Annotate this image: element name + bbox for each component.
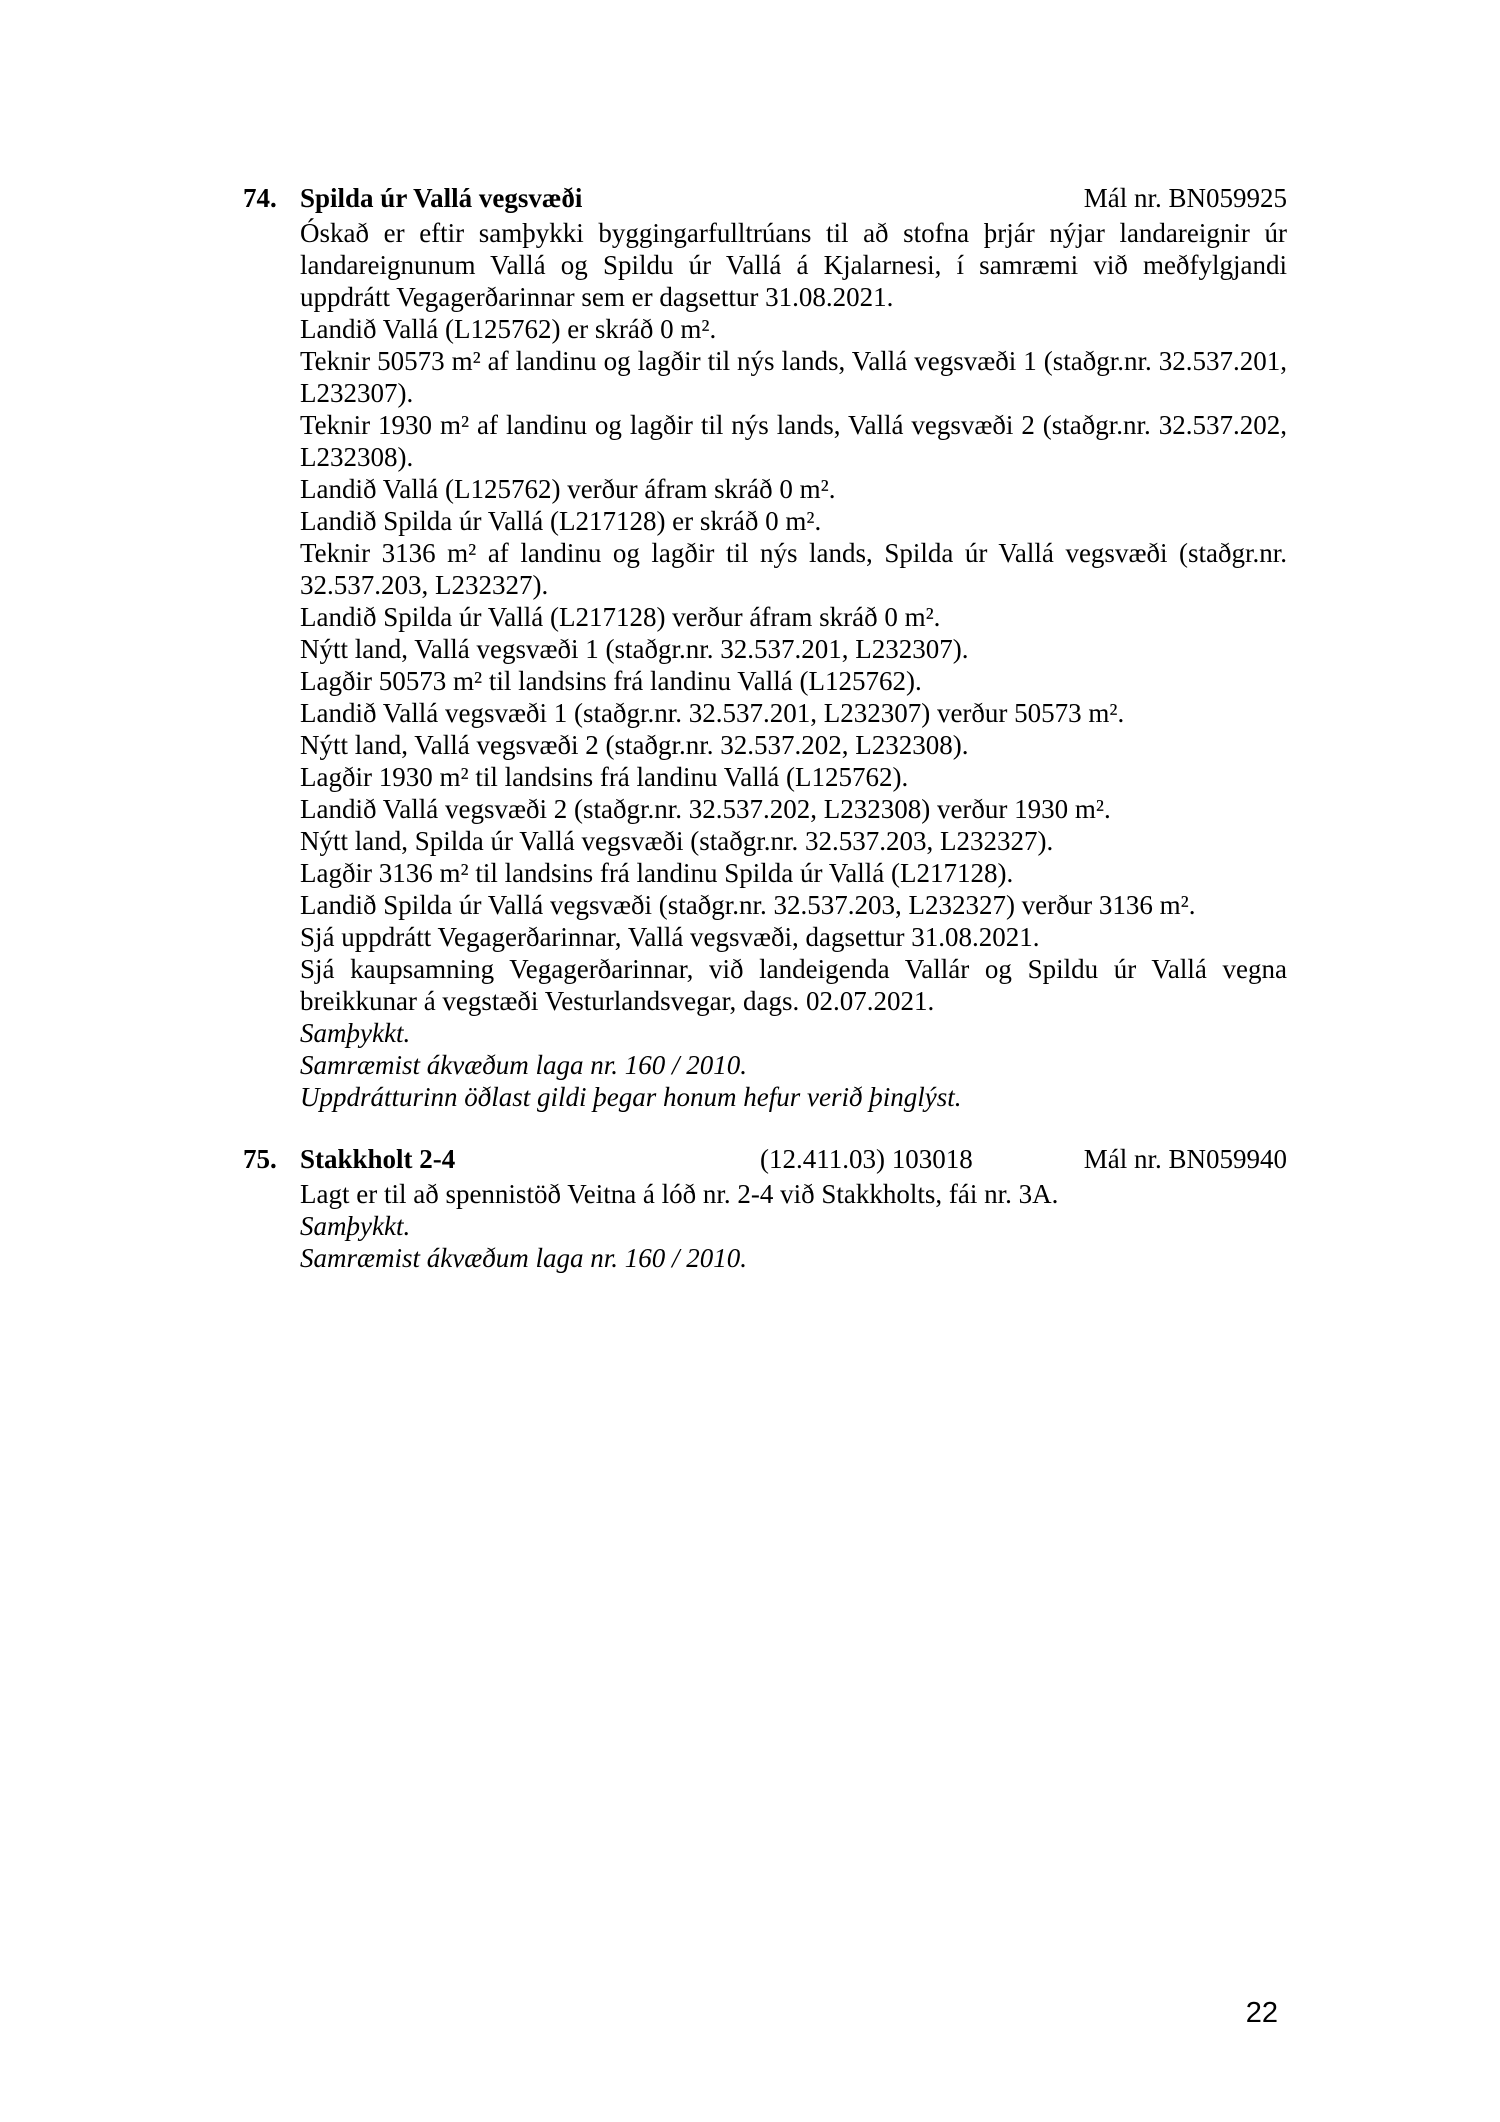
item-content	[300, 1143, 1287, 1274]
page-number: 22	[1245, 1997, 1278, 2029]
body-paragraph: Teknir 50573 m² af landinu og lagðir til nýs lands, Vallá vegsvæði 1 (staðgr.nr. 32.537.201, L232307).	[300, 346, 1287, 408]
body-paragraph: Landið Vallá vegsvæði 2 (staðgr.nr. 32.537.202, L232308) verður 1930 m².	[300, 794, 1111, 824]
verdict-line: Samræmist ákvæðum laga nr. 160 / 2010.	[300, 1050, 748, 1080]
body-paragraph: Landið Spilda úr Vallá (L217128) er skráð 0 m².	[300, 506, 822, 536]
item-body	[300, 217, 1287, 1017]
body-paragraph: Landið Vallá (L125762) er skráð 0 m².	[300, 314, 717, 344]
body-paragraph: Óskað er eftir samþykki byggingarfulltrúans til að stofna þrjár nýjar landareignir úr landareignunum Vallá og Spildu úr Vallá á Kjalarnesi, í samræmi við meðfylgjandi uppdrátt Vegagerðarinnar sem er dagsettur 31.08.2021.	[300, 218, 1287, 312]
agenda-item-74	[243, 182, 1287, 1113]
body-paragraph: Landið Vallá vegsvæði 1 (staðgr.nr. 32.537.201, L232307) verður 50573 m².	[300, 698, 1125, 728]
verdict-line: Samþykkt.	[300, 1211, 411, 1241]
item-title: Stakkholt 2-4	[300, 1144, 456, 1174]
case-number: Mál nr. BN059925	[1083, 183, 1287, 213]
item-verdict	[300, 1210, 1287, 1274]
item-number: 75.	[243, 1144, 277, 1174]
body-paragraph: Sjá kaupsamning Vegagerðarinnar, við landeigenda Vallár og Spildu úr Vallá vegna breikkunar á vegstæði Vesturlandsvegar, dags. 02.07.2021.	[300, 954, 1287, 1016]
body-paragraph: Sjá uppdrátt Vegagerðarinnar, Vallá vegsvæði, dagsettur 31.08.2021.	[300, 922, 1040, 952]
item-content	[300, 182, 1287, 1113]
item-title: Spilda úr Vallá vegsvæði	[300, 183, 583, 213]
item-verdict	[300, 1017, 1287, 1113]
item-body	[300, 1178, 1287, 1210]
item-number: 74.	[243, 183, 277, 213]
body-paragraph: Lagðir 1930 m² til landsins frá landinu Vallá (L125762).	[300, 762, 909, 792]
item-heading-row	[300, 1143, 1287, 1175]
body-paragraph: Lagðir 50573 m² til landsins frá landinu Vallá (L125762).	[300, 666, 922, 696]
verdict-line: Samþykkt.	[300, 1018, 411, 1048]
agenda-item-75	[243, 1143, 1287, 1274]
case-number: Mál nr. BN059940	[1083, 1144, 1287, 1174]
body-paragraph: Nýtt land, Spilda úr Vallá vegsvæði (staðgr.nr. 32.537.203, L232327).	[300, 826, 1054, 856]
body-paragraph: Landið Spilda úr Vallá vegsvæði (staðgr.nr. 32.537.203, L232327) verður 3136 m².	[300, 890, 1196, 920]
body-paragraph: Nýtt land, Vallá vegsvæði 2 (staðgr.nr. 32.537.202, L232308).	[300, 730, 969, 760]
body-paragraph: Lagðir 3136 m² til landsins frá landinu Spilda úr Vallá (L217128).	[300, 858, 1014, 888]
body-paragraph: Landið Spilda úr Vallá (L217128) verður áfram skráð 0 m².	[300, 602, 941, 632]
item-heading-row	[300, 182, 1287, 214]
location-reference: (12.411.03) 103018	[760, 1144, 973, 1174]
body-paragraph: Teknir 1930 m² af landinu og lagðir til nýs lands, Vallá vegsvæði 2 (staðgr.nr. 32.537.202, L232308).	[300, 410, 1287, 472]
body-paragraph: Lagt er til að spennistöð Veitna á lóð nr. 2-4 við Stakkholts, fái nr. 3A.	[300, 1179, 1059, 1209]
verdict-line: Uppdrátturinn öðlast gildi þegar honum hefur verið þinglýst.	[300, 1082, 962, 1112]
body-paragraph: Teknir 3136 m² af landinu og lagðir til nýs lands, Spilda úr Vallá vegsvæði (staðgr.nr. 32.537.203, L232327).	[300, 538, 1287, 600]
verdict-line: Samræmist ákvæðum laga nr. 160 / 2010.	[300, 1243, 748, 1273]
body-paragraph: Landið Vallá (L125762) verður áfram skráð 0 m².	[300, 474, 836, 504]
body-paragraph: Nýtt land, Vallá vegsvæði 1 (staðgr.nr. 32.537.201, L232307).	[300, 634, 969, 664]
